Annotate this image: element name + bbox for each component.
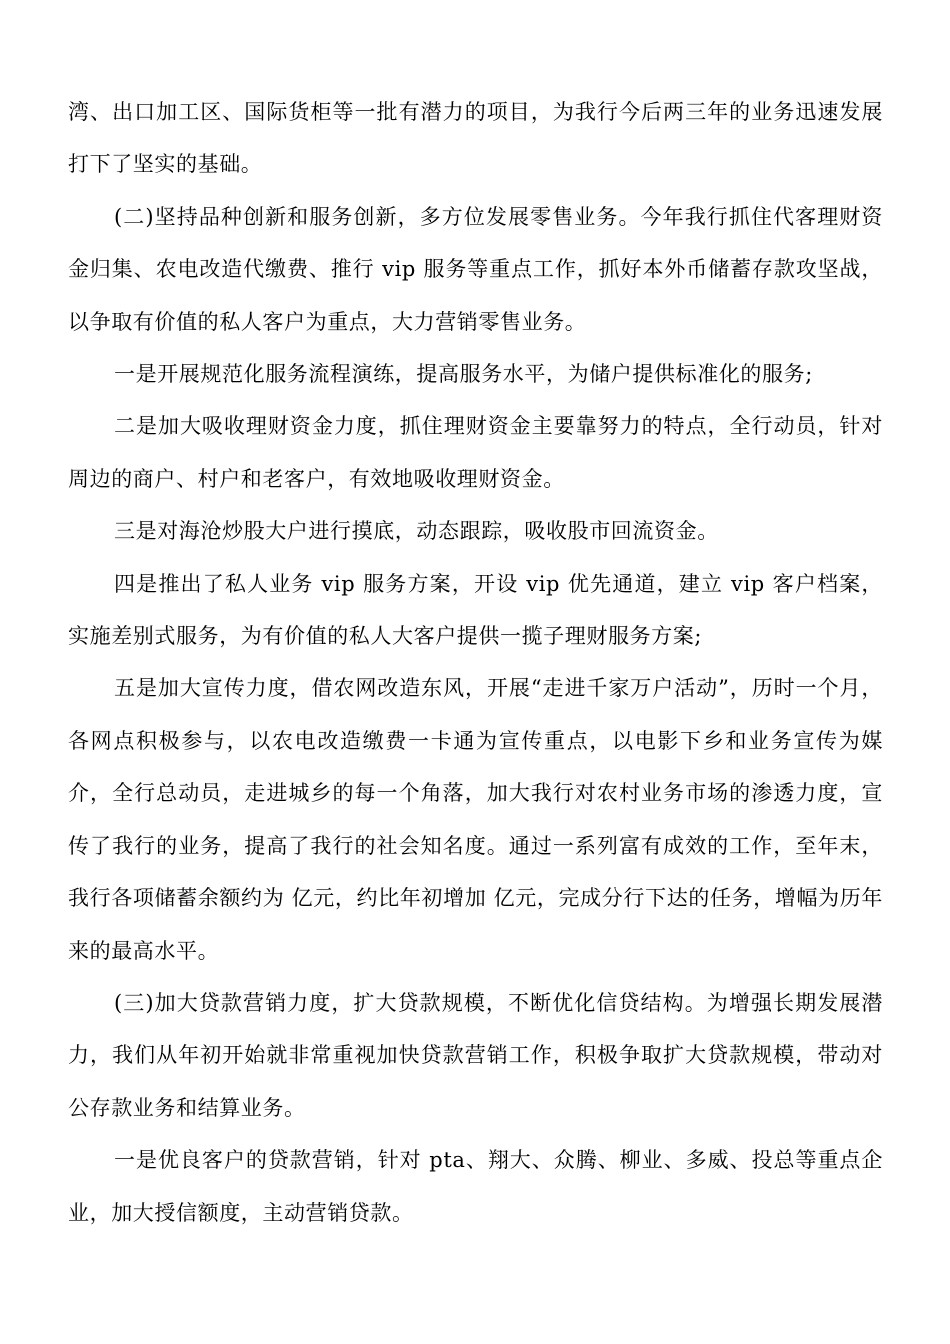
paragraph-loan-item-one: 一是优良客户的贷款营销，针对 pta、翔大、众腾、柳业、多威、投总等重点企业，加大授信额度，主动营销贷款。 bbox=[68, 1148, 883, 1225]
paragraph-item-one: 一是开展规范化服务流程演练，提高服务水平，为储户提供标准化的服务; bbox=[114, 362, 813, 387]
document-page bbox=[68, 86, 883, 1239]
paragraph-item-four: 四是推出了私人业务 vip 服务方案，开设 vip 优先通道，建立 vip 客户档案，实施差别式服务，为有价值的私人大客户提供一揽子理财服务方案; bbox=[68, 571, 883, 649]
paragraph-continuation: 湾、出口加工区、国际货柜等一批有潜力的项目，为我行今后两三年的业务迅速发展打下了坚实的基础。 bbox=[68, 100, 883, 177]
paragraph-item-three: 三是对海沧炒股大户进行摸底，动态跟踪，吸收股市回流资金。 bbox=[114, 519, 719, 544]
paragraph-section-three: (三)加大贷款营销力度，扩大贷款规模，不断优化信贷结构。为增强长期发展潜力，我们从年初开始就非常重视加快贷款营销工作，积极争取扩大贷款规模，带动对公存款业务和结算业务。 bbox=[68, 990, 883, 1120]
paragraph-section-two: (二)坚持品种创新和服务创新，多方位发展零售业务。今年我行抓住代客理财资金归集、农电改造代缴费、推行 vip 服务等重点工作，抓好本外币储蓄存款攻坚战，以争取有价值的私人客户为重点，大力营销零售业务。 bbox=[68, 204, 883, 334]
paragraph-item-five: 五是加大宣传力度，借农网改造东风，开展“走进千家万户活动”，历时一个月，各网点积极参与，以农电改造缴费一卡通为宣传重点，以电影下乡和业务宣传为媒介，全行总动员，走进城乡的每一个角落，加大我行对农村业务市场的渗透力度，宣传了我行的业务，提高了我行的社会知名度。通过一系列富有成效的工作，至年末，我行各项储蓄余额约为 亿元，约比年初增加 亿元，完成分行下达的任务，增幅为历年来的最高水平。 bbox=[68, 676, 883, 963]
paragraph-item-two: 二是加大吸收理财资金力度，抓住理财资金主要靠努力的特点，全行动员，针对周边的商户、村户和老客户，有效地吸收理财资金。 bbox=[68, 414, 883, 491]
